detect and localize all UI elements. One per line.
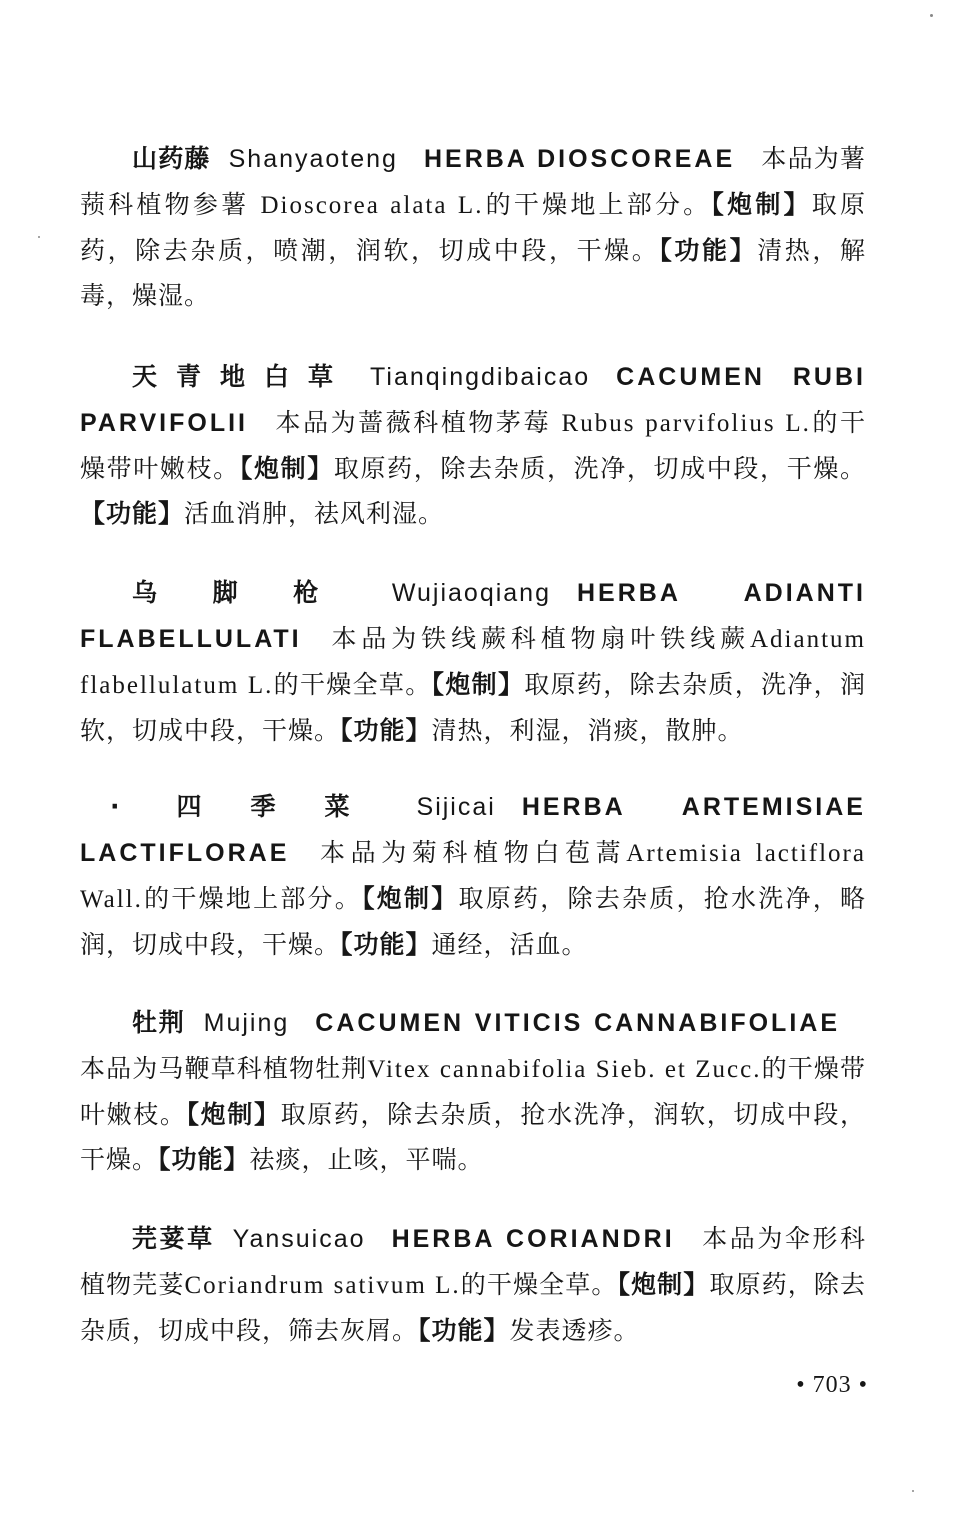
function-tag: 【功能】 bbox=[158, 1145, 250, 1174]
entry-source-text: 本品为薯蓣科植物参薯 bbox=[80, 144, 866, 219]
entry-source-suffix: 的干燥带叶嫩枝。 bbox=[80, 1054, 866, 1129]
entry-chinese-name: 天青地白草 bbox=[132, 362, 353, 391]
entry-yansuicao bbox=[80, 1216, 866, 1353]
entry-source-text: 本品为马鞭草科植物牡荆 bbox=[80, 1054, 368, 1083]
entry-pinyin: Mujing bbox=[203, 1009, 290, 1037]
entry-source-suffix: 的干燥全草。 bbox=[273, 670, 432, 699]
entry-scientific-name: Vitex cannabifolia Sieb. et Zucc. bbox=[367, 1056, 762, 1083]
entry-shanyaoteng bbox=[80, 136, 866, 318]
entry-latin-name: CACUMEN VITICIS CANNABIFOLIAE bbox=[315, 1009, 840, 1037]
processing-text: 取原药，除去杂质，抢水洗净，略润，切成中段，干燥。 bbox=[80, 884, 866, 959]
entry-text bbox=[80, 1000, 866, 1182]
entry-source-suffix: 的干燥全草。 bbox=[460, 1270, 618, 1299]
entry-text bbox=[80, 784, 866, 967]
function-tag: 【功能】 bbox=[340, 930, 432, 959]
function-text: 发表透疹。 bbox=[509, 1316, 640, 1345]
function-text: 祛痰，止咳，平喘。 bbox=[249, 1145, 484, 1174]
entry-pinyin: Wujiaoqiang bbox=[391, 579, 551, 607]
scan-speck bbox=[930, 14, 933, 17]
entry-latin-name: HERBA ARTEMISIAE LACTIFLORAE bbox=[80, 793, 866, 867]
entry-source-text: 本品为菊科植物白苞蒿 bbox=[315, 838, 627, 867]
entry-source-text: 本品为伞形科植物芫荽 bbox=[80, 1224, 866, 1299]
entry-chinese-name: 乌脚枪 bbox=[132, 578, 374, 607]
entry-chinese-name: 四季菜 bbox=[128, 792, 399, 821]
page-number: • 703 • bbox=[796, 1372, 868, 1398]
processing-tag: 【炮制】 bbox=[362, 884, 459, 913]
entry-pinyin: Yansuicao bbox=[232, 1225, 366, 1253]
entry-text bbox=[80, 1216, 866, 1353]
function-text: 清热，解毒，燥湿。 bbox=[80, 236, 866, 310]
function-tag: 【功能】 bbox=[340, 716, 432, 745]
processing-text: 取原药，除去杂质，洗净，切成中段，干燥。 bbox=[333, 454, 866, 483]
entry-latin-name: HERBA DIOSCOREAE bbox=[423, 145, 736, 173]
entry-text bbox=[80, 570, 866, 753]
entry-scientific-name: Rubus parvifolius L. bbox=[561, 410, 811, 437]
function-text: 通经，活血。 bbox=[431, 930, 588, 959]
entry-chinese-name: 牡荆 bbox=[132, 1008, 186, 1037]
entry-source-suffix: 的干燥带叶嫩枝。 bbox=[80, 408, 866, 483]
entry-source-text: 本品为蔷薇科植物茅莓 bbox=[273, 408, 562, 437]
processing-tag: 【炮制】 bbox=[431, 670, 525, 699]
processing-tag: 【炮制】 bbox=[186, 1100, 281, 1129]
function-tag: 【功能】 bbox=[659, 236, 758, 265]
processing-tag: 【炮制】 bbox=[617, 1270, 710, 1299]
entry-source-suffix: 的干燥地上部分。 bbox=[142, 884, 363, 913]
entry-latin-name: CACUMEN RUBI PARVIFOLII bbox=[80, 363, 866, 437]
entry-latin-name: HERBA ADIANTI FLABELLULATI bbox=[80, 579, 866, 653]
entry-scientific-name: Coriandrum sativum L. bbox=[184, 1272, 461, 1299]
entry-sijicai bbox=[80, 784, 866, 967]
processing-text: 取原药，除去杂质，切成中段，筛去灰屑。 bbox=[80, 1270, 866, 1345]
function-text: 活血消肿，祛风利湿。 bbox=[184, 499, 445, 528]
bullet-mark: · bbox=[110, 792, 121, 821]
entry-chinese-name: 山药藤 bbox=[132, 144, 211, 173]
processing-text: 取原药，除去杂质，抢水洗净，润软，切成中段，干燥。 bbox=[80, 1100, 866, 1174]
function-tag: 【功能】 bbox=[418, 1316, 510, 1345]
entry-text bbox=[80, 136, 866, 318]
entry-scientific-name: Artemisia lactiflora Wall. bbox=[80, 840, 866, 913]
entry-latin-name: HERBA CORIANDRI bbox=[391, 1225, 675, 1253]
processing-text: 取原药，除去杂质，喷潮，润软，切成中段，干燥。 bbox=[80, 190, 866, 265]
function-text: 清热，利湿，消痰，散肿。 bbox=[431, 716, 744, 745]
entry-pinyin: Shanyaoteng bbox=[228, 145, 398, 173]
processing-tag: 【炮制】 bbox=[239, 454, 334, 483]
entry-pinyin: Tianqingdibaicao bbox=[370, 363, 591, 391]
entry-tianqingdibaicao bbox=[80, 354, 866, 536]
entry-wujiaoqiang bbox=[80, 570, 866, 753]
processing-tag: 【炮制】 bbox=[711, 190, 812, 219]
entry-mujing bbox=[80, 1000, 866, 1182]
entry-scientific-name: Dioscorea alata L. bbox=[260, 192, 484, 219]
entry-scientific-name: Adiantum flabellulatum L. bbox=[80, 626, 866, 699]
entry-pinyin: Sijicai bbox=[416, 793, 496, 821]
scan-speck bbox=[38, 236, 40, 238]
processing-text: 取原药，除去杂质，洗净，润软，切成中段，干燥。 bbox=[80, 670, 866, 745]
entry-chinese-name: 芫荽草 bbox=[132, 1224, 215, 1253]
entry-text bbox=[80, 354, 866, 536]
entry-source-text: 本品为铁线蕨科植物扇叶铁线蕨 bbox=[327, 624, 750, 653]
scan-speck bbox=[912, 1490, 914, 1492]
function-tag: 【功能】 bbox=[80, 499, 185, 528]
entry-source-suffix: 的干燥地上部分。 bbox=[483, 190, 712, 219]
